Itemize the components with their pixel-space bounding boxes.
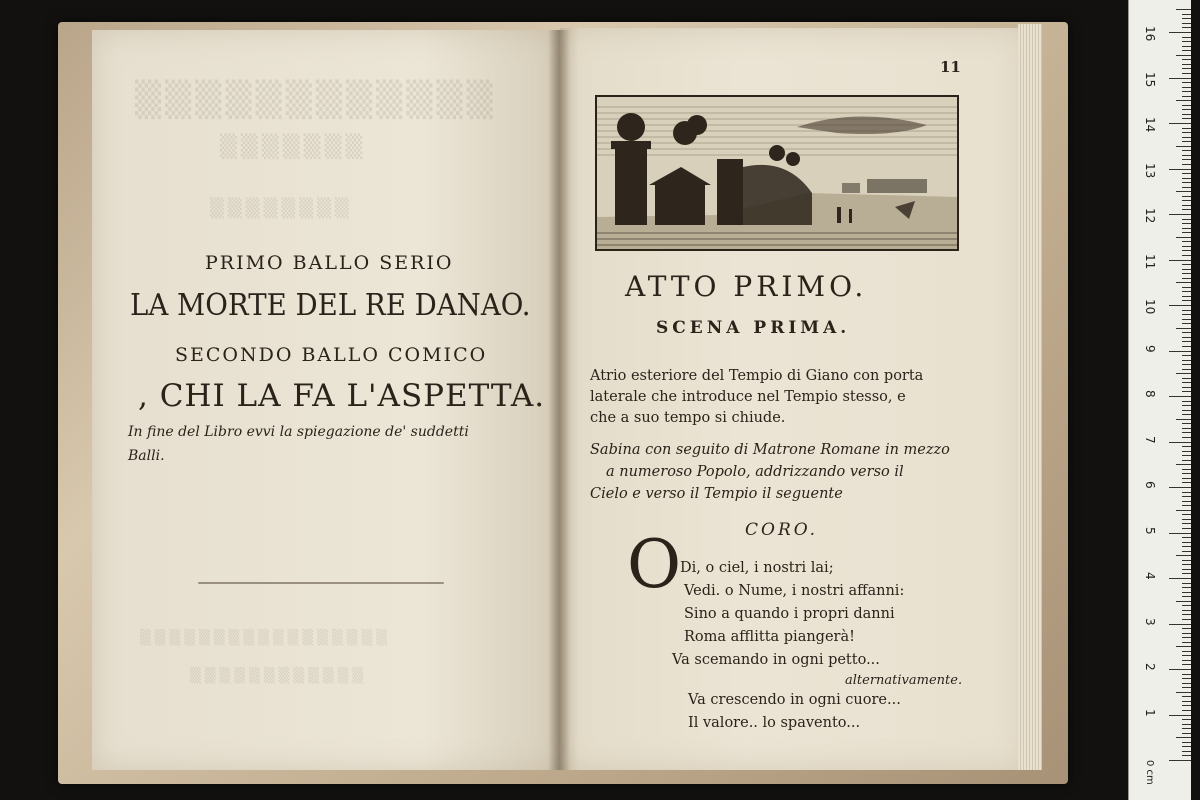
ruler-tick [1182, 59, 1191, 60]
ruler-number: 10 [1143, 299, 1157, 315]
ruler-tick [1182, 68, 1191, 69]
ruler-tick [1182, 346, 1191, 347]
ruler-tick [1182, 410, 1191, 411]
ruler-tick [1182, 451, 1191, 452]
ruler-tick [1182, 291, 1191, 292]
ruler-tick [1182, 196, 1191, 197]
ruler-tick [1176, 55, 1191, 56]
ruler-tick [1182, 273, 1191, 274]
ruler-tick [1182, 96, 1191, 97]
bleed-through-text: ▒▒▒▒▒▒▒▒▒▒▒▒ [135, 80, 497, 120]
ruler-tick [1182, 614, 1191, 615]
page-edges [1018, 24, 1042, 770]
book-gutter [548, 30, 570, 770]
ruler-tick [1182, 687, 1191, 688]
ruler-tick [1169, 78, 1191, 79]
ruler-tick [1176, 100, 1191, 101]
ruler-tick [1182, 542, 1191, 543]
ruler-tick [1182, 141, 1191, 142]
ruler-tick [1182, 37, 1191, 38]
page-number: 11 [940, 58, 961, 76]
ruler-tick [1182, 246, 1191, 247]
ruler-tick [1182, 637, 1191, 638]
alternating-note: alternativamente. [845, 673, 963, 688]
ruler-tick [1182, 733, 1191, 734]
ruler-tick [1169, 169, 1191, 170]
ruler-tick [1182, 473, 1191, 474]
ruler-tick [1169, 396, 1191, 397]
ruler-tick [1182, 701, 1191, 702]
ruler-number: 2 [1143, 663, 1157, 671]
ruler-tick [1182, 164, 1191, 165]
ruler-tick [1182, 683, 1191, 684]
ruler-tick [1182, 724, 1191, 725]
ruler-tick [1182, 241, 1191, 242]
ruler-tick [1182, 91, 1191, 92]
ruler-tick [1182, 264, 1191, 265]
ruler-tick [1182, 482, 1191, 483]
ruler-tick [1182, 341, 1191, 342]
ruler-tick [1182, 364, 1191, 365]
ink-line [198, 582, 444, 584]
ruler-number: 12 [1143, 208, 1157, 224]
ruler-tick [1182, 114, 1191, 115]
ruler-tick [1169, 214, 1191, 215]
ruler-tick [1182, 118, 1191, 119]
second-ballet-title: , CHI LA FA L'ASPETTA. [138, 378, 546, 414]
ruler-tick [1176, 464, 1191, 465]
ruler-number: 3 [1143, 617, 1157, 626]
ruler-tick [1182, 633, 1191, 634]
ruler-tick [1182, 178, 1191, 179]
ruler-tick [1182, 405, 1191, 406]
ruler-tick [1182, 755, 1191, 756]
ruler-tick [1182, 255, 1191, 256]
ruler-tick [1182, 492, 1191, 493]
ruler-tick [1182, 560, 1191, 561]
ruler-tick [1182, 628, 1191, 629]
ruler-number: 7 [1143, 435, 1157, 444]
ruler-tick [1176, 9, 1191, 10]
ruler-tick [1182, 546, 1191, 547]
ruler-tick [1176, 646, 1191, 647]
ruler-tick [1182, 478, 1191, 479]
measuring-ruler [1128, 0, 1191, 800]
ruler-tick [1182, 655, 1191, 656]
stage-direction-line: Sabina con seguito di Matrone Romane in mezzo [590, 442, 950, 458]
ruler-tick [1182, 41, 1191, 42]
bleed-through-text: ▒▒▒▒▒▒▒▒▒▒▒▒▒▒▒▒▒ [140, 630, 392, 646]
ruler-tick [1169, 487, 1191, 488]
ruler-tick [1182, 223, 1191, 224]
ruler-tick [1182, 228, 1191, 229]
ruler-tick [1169, 578, 1191, 579]
ruler-tick [1182, 269, 1191, 270]
ruler-tick [1182, 642, 1191, 643]
ruler-tick [1182, 505, 1191, 506]
ruler-number: 1 [1143, 708, 1157, 717]
ruler-tick [1182, 746, 1191, 747]
ruler-tick [1182, 742, 1191, 743]
ruler-tick [1169, 305, 1191, 306]
ruler-tick [1182, 751, 1191, 752]
ruler-tick [1182, 432, 1191, 433]
ballet-note-line-1: In fine del Libro evvi la spiegazione de' suddetti [128, 424, 469, 440]
ruler-tick [1182, 610, 1191, 611]
ruler-tick [1182, 469, 1191, 470]
ruler-tick [1182, 696, 1191, 697]
ruler-tick [1182, 596, 1191, 597]
ruler-tick [1182, 159, 1191, 160]
ruler-tick [1182, 300, 1191, 301]
ruler-tick [1182, 437, 1191, 438]
ruler-tick [1182, 137, 1191, 138]
ruler-tick [1182, 18, 1191, 19]
ballet-note-line-2: Balli. [128, 448, 165, 464]
ruler-tick [1169, 351, 1191, 352]
ruler-tick [1182, 46, 1191, 47]
ruler-tick [1182, 660, 1191, 661]
ruler-tick [1182, 573, 1191, 574]
ruler-number: 14 [1143, 117, 1157, 133]
ruler-tick [1182, 719, 1191, 720]
ruler-tick [1182, 314, 1191, 315]
ruler-tick [1169, 715, 1191, 716]
ruler-tick [1182, 287, 1191, 288]
ruler-tick [1182, 583, 1191, 584]
ruler-unit-label: 0 cm [1144, 760, 1155, 785]
ruler-number: 9 [1143, 344, 1157, 353]
ruler-tick [1169, 260, 1191, 261]
first-ballet-heading: PRIMO BALLO SERIO [205, 252, 454, 274]
stage-direction-line: a numeroso Popolo, addrizzando verso il [606, 464, 904, 480]
ruler-tick [1176, 692, 1191, 693]
ruler-tick [1176, 510, 1191, 511]
ruler-tick [1182, 73, 1191, 74]
ruler-number: 16 [1143, 26, 1157, 42]
ruler-tick [1182, 132, 1191, 133]
ruler-tick [1182, 401, 1191, 402]
ruler-tick [1182, 587, 1191, 588]
ruler-tick [1182, 501, 1191, 502]
ruler-tick [1182, 523, 1191, 524]
ruler-tick [1182, 150, 1191, 151]
verse-line: Il valore.. lo spavento... [688, 715, 861, 731]
ruler-tick [1182, 592, 1191, 593]
act-title: ATTO PRIMO. [625, 270, 868, 303]
first-ballet-title: LA MORTE DEL RE DANAO. [130, 288, 531, 323]
ruler-tick [1182, 674, 1191, 675]
ruler-tick [1182, 678, 1191, 679]
verse-line: Va crescendo in ogni cuore... [688, 692, 901, 708]
ruler-tick [1182, 27, 1191, 28]
ruler-tick [1182, 173, 1191, 174]
stage-direction-line: Cielo e verso il Tempio il seguente [590, 486, 843, 502]
ruler-tick [1182, 319, 1191, 320]
ruler-tick [1182, 209, 1191, 210]
ruler-tick [1176, 419, 1191, 420]
setting-line: Atrio esteriore del Tempio di Giano con porta [590, 368, 924, 384]
ruler-tick [1182, 105, 1191, 106]
ruler-tick [1182, 219, 1191, 220]
ruler-tick [1182, 564, 1191, 565]
drop-cap: O [627, 526, 682, 603]
bleed-through-text: ▒▒▒▒▒▒▒▒▒▒▒▒ [190, 668, 368, 684]
ruler-tick [1169, 442, 1191, 443]
ruler-tick [1182, 296, 1191, 297]
ruler-tick [1182, 182, 1191, 183]
ruler-tick [1182, 369, 1191, 370]
ruler-tick [1182, 87, 1191, 88]
ruler-tick [1176, 282, 1191, 283]
ruler-tick [1182, 414, 1191, 415]
ruler-tick [1182, 155, 1191, 156]
ruler-tick [1182, 109, 1191, 110]
ruler-number: 11 [1143, 253, 1157, 269]
verse-line: Roma afflitta piangerà! [684, 629, 855, 645]
ruler-tick [1182, 205, 1191, 206]
ruler-tick [1182, 664, 1191, 665]
verse-line: Va scemando in ogni petto... [672, 652, 880, 668]
ruler-tick [1182, 446, 1191, 447]
ruler-tick [1169, 760, 1191, 761]
woodcut-illustration [595, 95, 959, 251]
ruler-tick [1182, 232, 1191, 233]
ruler-tick [1176, 737, 1191, 738]
bleed-through-text: ▒▒▒▒▒▒▒▒ [210, 198, 353, 219]
ruler-tick [1182, 323, 1191, 324]
verse-line: Sino a quando i propri danni [684, 606, 895, 622]
ruler-tick [1176, 555, 1191, 556]
ruler-tick [1182, 514, 1191, 515]
ruler-tick [1182, 519, 1191, 520]
ruler-tick [1182, 455, 1191, 456]
ruler-tick [1182, 14, 1191, 15]
setting-line: che a suo tempo si chiude. [590, 410, 786, 426]
ruler-tick [1182, 332, 1191, 333]
ruler-tick [1176, 237, 1191, 238]
ruler-tick [1182, 705, 1191, 706]
verse-line: Di, o ciel, i nostri lai; [680, 560, 834, 576]
ruler-number: 6 [1143, 481, 1157, 489]
ruler-tick [1182, 528, 1191, 529]
ruler-tick [1182, 378, 1191, 379]
ruler-tick [1169, 533, 1191, 534]
ruler-tick [1182, 387, 1191, 388]
ruler-number: 4 [1143, 572, 1157, 580]
ruler-tick [1182, 250, 1191, 251]
second-ballet-heading: SECONDO BALLO COMICO [175, 344, 488, 366]
ruler-tick [1182, 651, 1191, 652]
ruler-tick [1182, 310, 1191, 311]
ruler-tick [1182, 496, 1191, 497]
ruler-tick [1182, 569, 1191, 570]
ruler-tick [1182, 355, 1191, 356]
ruler-number: 15 [1143, 71, 1157, 87]
ruler-tick [1182, 50, 1191, 51]
ruler-tick [1182, 391, 1191, 392]
ruler-tick [1182, 64, 1191, 65]
ruler-number: 13 [1143, 162, 1157, 178]
ruler-tick [1182, 423, 1191, 424]
ruler-tick [1182, 537, 1191, 538]
ruler-tick [1169, 123, 1191, 124]
ruler-tick [1182, 728, 1191, 729]
ruler-tick [1176, 373, 1191, 374]
ruler-tick [1182, 710, 1191, 711]
setting-line: laterale che introduce nel Tempio stesso, e [590, 389, 906, 405]
ruler-tick [1169, 32, 1191, 33]
ruler-tick [1182, 337, 1191, 338]
ruler-tick [1182, 428, 1191, 429]
verse-line: Vedi. o Nume, i nostri affanni: [684, 583, 905, 599]
ruler-tick [1182, 278, 1191, 279]
ruler-tick [1182, 460, 1191, 461]
ruler-tick [1182, 360, 1191, 361]
ruler-number: 8 [1143, 390, 1157, 398]
ruler-tick [1182, 619, 1191, 620]
ruler-tick [1176, 146, 1191, 147]
ruler-tick [1169, 669, 1191, 670]
chorus-heading: CORO. [745, 520, 819, 540]
ruler-tick [1182, 187, 1191, 188]
ruler-tick [1182, 200, 1191, 201]
ruler-tick [1182, 605, 1191, 606]
scene-title: SCENA PRIMA. [656, 318, 851, 338]
ruler-tick [1169, 624, 1191, 625]
ruler-tick [1182, 23, 1191, 24]
bleed-through-text: ▒▒▒▒▒▒▒ [220, 135, 367, 160]
ruler-number: 5 [1143, 526, 1157, 535]
ruler-tick [1176, 328, 1191, 329]
ruler-tick [1176, 191, 1191, 192]
ruler-tick [1182, 551, 1191, 552]
ruler-tick [1182, 128, 1191, 129]
ruler-tick [1182, 382, 1191, 383]
ruler-tick [1182, 82, 1191, 83]
ruler-tick [1176, 601, 1191, 602]
